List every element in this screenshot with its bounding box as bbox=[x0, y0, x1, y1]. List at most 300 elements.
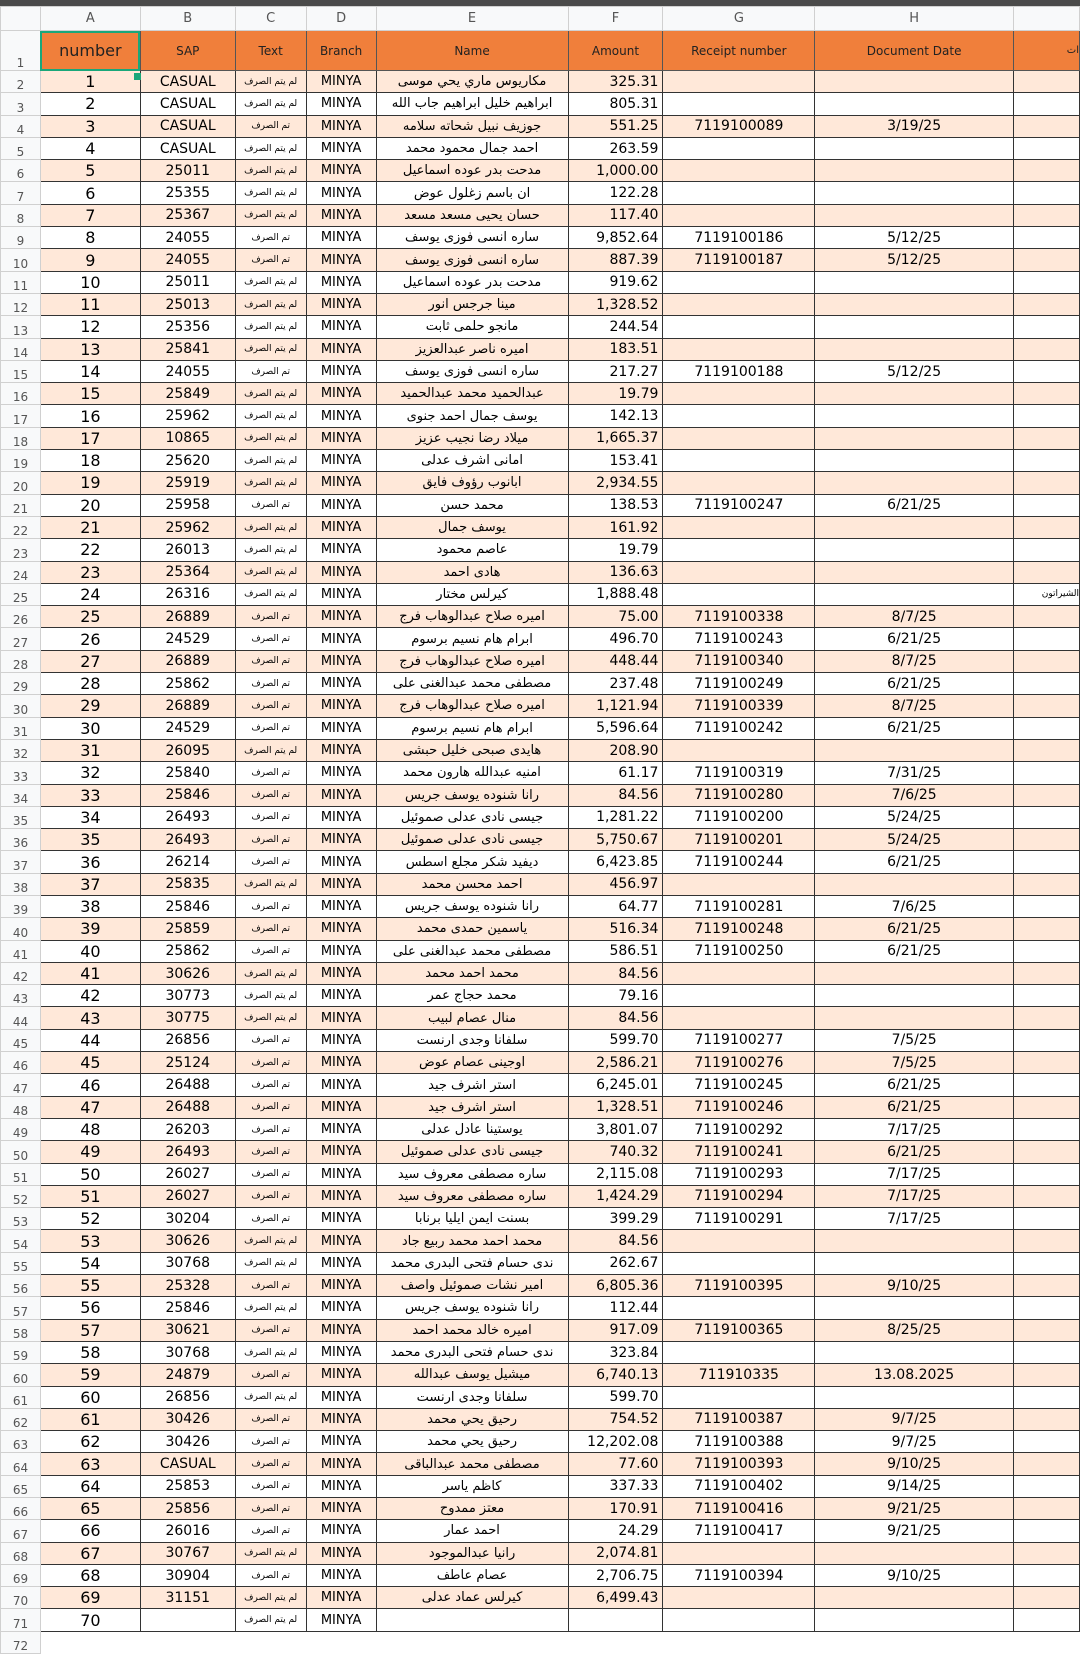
cell-amount[interactable]: 6,805.36 bbox=[568, 1275, 663, 1297]
cell-amount[interactable]: 77.60 bbox=[568, 1453, 663, 1475]
cell-status[interactable]: تم الصرف bbox=[235, 1163, 306, 1185]
cell-name[interactable]: عصام عاطف bbox=[376, 1564, 568, 1586]
cell-name[interactable]: امير نشات صموئيل واصف bbox=[376, 1275, 568, 1297]
cell-date[interactable]: 6/21/25 bbox=[815, 1096, 1014, 1118]
header-branch-cell[interactable]: Branch bbox=[306, 31, 376, 71]
cell-name[interactable]: مانجو حلمى ثابت bbox=[376, 316, 568, 338]
cell-sap[interactable]: 26856 bbox=[140, 1386, 235, 1408]
cell-branch[interactable]: MINYA bbox=[306, 405, 376, 427]
cell-extra[interactable] bbox=[1014, 739, 1080, 761]
cell-extra[interactable] bbox=[1014, 1029, 1080, 1051]
cell-branch[interactable]: MINYA bbox=[306, 695, 376, 717]
row-number[interactable]: 30 bbox=[1, 695, 41, 717]
cell-date[interactable] bbox=[815, 583, 1014, 605]
cell-sap[interactable]: 26488 bbox=[140, 1074, 235, 1096]
cell-amount[interactable]: 917.09 bbox=[568, 1319, 663, 1341]
cell-receipt[interactable] bbox=[663, 160, 815, 182]
cell-extra[interactable] bbox=[1014, 115, 1080, 137]
cell-status[interactable]: لم يتم الصرف bbox=[235, 1587, 306, 1609]
cell-name[interactable]: ساره انسى فوزى يوسف bbox=[376, 360, 568, 382]
cell-status[interactable]: لم يتم الصرف bbox=[235, 204, 306, 226]
row-number[interactable]: 71 bbox=[1, 1609, 41, 1631]
cell-receipt[interactable]: 7119100188 bbox=[663, 360, 815, 382]
cell-receipt[interactable]: 7119100276 bbox=[663, 1052, 815, 1074]
cell-name[interactable]: مصطفى محمد عبدالباقى bbox=[376, 1453, 568, 1475]
row-number[interactable]: 61 bbox=[1, 1386, 41, 1408]
cell-number[interactable]: 29 bbox=[40, 695, 140, 717]
cell-number[interactable]: 60 bbox=[40, 1386, 140, 1408]
row-number[interactable]: 27 bbox=[1, 628, 41, 650]
cell-date[interactable] bbox=[815, 137, 1014, 159]
cell-date[interactable] bbox=[815, 182, 1014, 204]
cell-name[interactable]: ميلاد رضا نجيب عزيز bbox=[376, 427, 568, 449]
cell-number[interactable]: 42 bbox=[40, 985, 140, 1007]
cell-amount[interactable]: 1,281.22 bbox=[568, 806, 663, 828]
cell-branch[interactable]: MINYA bbox=[306, 360, 376, 382]
cell-branch[interactable]: MINYA bbox=[306, 806, 376, 828]
cell-extra[interactable] bbox=[1014, 539, 1080, 561]
cell-branch[interactable]: MINYA bbox=[306, 204, 376, 226]
cell-number[interactable]: 2 bbox=[40, 93, 140, 115]
cell-name[interactable]: رانا شنوده يوسف جريس bbox=[376, 1297, 568, 1319]
row-number[interactable]: 28 bbox=[1, 650, 41, 672]
cell-status[interactable]: تم الصرف bbox=[235, 806, 306, 828]
empty-cell[interactable] bbox=[663, 1631, 815, 1653]
cell-date[interactable] bbox=[815, 962, 1014, 984]
row-number[interactable]: 58 bbox=[1, 1319, 41, 1341]
cell-sap[interactable]: 25364 bbox=[140, 561, 235, 583]
cell-status[interactable]: لم يتم الصرف bbox=[235, 1386, 306, 1408]
cell-extra[interactable] bbox=[1014, 1052, 1080, 1074]
cell-number[interactable]: 46 bbox=[40, 1074, 140, 1096]
cell-sap[interactable]: 30904 bbox=[140, 1564, 235, 1586]
cell-date[interactable]: 3/19/25 bbox=[815, 115, 1014, 137]
row-number[interactable]: 16 bbox=[1, 383, 41, 405]
cell-receipt[interactable] bbox=[663, 1587, 815, 1609]
cell-sap[interactable]: 26316 bbox=[140, 583, 235, 605]
cell-receipt[interactable] bbox=[663, 316, 815, 338]
cell-receipt[interactable]: 7119100402 bbox=[663, 1475, 815, 1497]
cell-date[interactable]: 7/6/25 bbox=[815, 895, 1014, 917]
cell-amount[interactable]: 1,000.00 bbox=[568, 160, 663, 182]
cell-status[interactable]: تم الصرف bbox=[235, 1364, 306, 1386]
empty-cell[interactable] bbox=[1014, 1631, 1080, 1653]
cell-sap[interactable]: 26203 bbox=[140, 1118, 235, 1140]
cell-branch[interactable]: MINYA bbox=[306, 1230, 376, 1252]
cell-branch[interactable]: MINYA bbox=[306, 427, 376, 449]
cell-number[interactable]: 33 bbox=[40, 784, 140, 806]
cell-sap[interactable]: 30767 bbox=[140, 1542, 235, 1564]
cell-branch[interactable]: MINYA bbox=[306, 628, 376, 650]
row-number[interactable]: 26 bbox=[1, 606, 41, 628]
cell-amount[interactable]: 61.17 bbox=[568, 762, 663, 784]
cell-number[interactable]: 6 bbox=[40, 182, 140, 204]
cell-amount[interactable]: 516.34 bbox=[568, 918, 663, 940]
cell-status[interactable]: تم الصرف bbox=[235, 1208, 306, 1230]
cell-extra[interactable] bbox=[1014, 1074, 1080, 1096]
cell-status[interactable]: تم الصرف bbox=[235, 940, 306, 962]
cell-date[interactable]: 7/17/25 bbox=[815, 1208, 1014, 1230]
cell-amount[interactable]: 263.59 bbox=[568, 137, 663, 159]
cell-name[interactable]: مصطفى محمد عبدالغنى على bbox=[376, 940, 568, 962]
cell-branch[interactable]: MINYA bbox=[306, 1542, 376, 1564]
cell-extra[interactable] bbox=[1014, 1520, 1080, 1542]
cell-branch[interactable]: MINYA bbox=[306, 1163, 376, 1185]
cell-branch[interactable]: MINYA bbox=[306, 472, 376, 494]
cell-number[interactable]: 8 bbox=[40, 227, 140, 249]
cell-branch[interactable]: MINYA bbox=[306, 1498, 376, 1520]
cell-date[interactable]: 9/10/25 bbox=[815, 1275, 1014, 1297]
row-number[interactable]: 39 bbox=[1, 895, 41, 917]
cell-amount[interactable]: 1,665.37 bbox=[568, 427, 663, 449]
cell-amount[interactable]: 12,202.08 bbox=[568, 1431, 663, 1453]
row-number[interactable]: 52 bbox=[1, 1185, 41, 1207]
cell-branch[interactable]: MINYA bbox=[306, 829, 376, 851]
column-header-i[interactable] bbox=[1014, 7, 1080, 31]
cell-date[interactable]: 7/5/25 bbox=[815, 1029, 1014, 1051]
cell-extra[interactable] bbox=[1014, 293, 1080, 315]
cell-amount[interactable]: 456.97 bbox=[568, 873, 663, 895]
cell-name[interactable]: احمد محسن محمد bbox=[376, 873, 568, 895]
cell-branch[interactable]: MINYA bbox=[306, 1052, 376, 1074]
cell-sap[interactable]: 30626 bbox=[140, 1230, 235, 1252]
cell-name[interactable]: رانا شنوده يوسف جريس bbox=[376, 895, 568, 917]
cell-number[interactable]: 20 bbox=[40, 494, 140, 516]
cell-date[interactable]: 13.08.2025 bbox=[815, 1364, 1014, 1386]
cell-name[interactable]: امانى اشرف عدلى bbox=[376, 450, 568, 472]
column-header-e[interactable]: E bbox=[376, 7, 568, 31]
cell-amount[interactable]: 19.79 bbox=[568, 539, 663, 561]
row-number[interactable]: 47 bbox=[1, 1074, 41, 1096]
cell-name[interactable]: ابرام هام نسيم برسوم bbox=[376, 717, 568, 739]
row-number[interactable]: 14 bbox=[1, 338, 41, 360]
cell-receipt[interactable] bbox=[663, 1386, 815, 1408]
cell-name[interactable]: جوزيف نبيل شحاته سلامه bbox=[376, 115, 568, 137]
cell-amount[interactable]: 122.28 bbox=[568, 182, 663, 204]
cell-number[interactable]: 51 bbox=[40, 1185, 140, 1207]
column-header-g[interactable]: G bbox=[663, 7, 815, 31]
cell-branch[interactable]: MINYA bbox=[306, 271, 376, 293]
cell-branch[interactable]: MINYA bbox=[306, 1341, 376, 1363]
cell-receipt[interactable]: 7119100242 bbox=[663, 717, 815, 739]
cell-extra[interactable] bbox=[1014, 450, 1080, 472]
cell-name[interactable]: مدحت بدر عوده اسماعيل bbox=[376, 160, 568, 182]
cell-receipt[interactable] bbox=[663, 516, 815, 538]
cell-amount[interactable]: 142.13 bbox=[568, 405, 663, 427]
cell-number[interactable]: 63 bbox=[40, 1453, 140, 1475]
cell-amount[interactable]: 2,934.55 bbox=[568, 472, 663, 494]
column-header-b[interactable]: B bbox=[140, 7, 235, 31]
cell-extra[interactable] bbox=[1014, 1542, 1080, 1564]
cell-extra[interactable] bbox=[1014, 762, 1080, 784]
cell-amount[interactable]: 84.56 bbox=[568, 1230, 663, 1252]
cell-branch[interactable]: MINYA bbox=[306, 739, 376, 761]
cell-name[interactable]: ابانوب رؤوف فايق bbox=[376, 472, 568, 494]
cell-receipt[interactable]: 7119100186 bbox=[663, 227, 815, 249]
cell-sap[interactable]: 25356 bbox=[140, 316, 235, 338]
cell-date[interactable] bbox=[815, 472, 1014, 494]
cell-extra[interactable] bbox=[1014, 204, 1080, 226]
cell-amount[interactable]: 2,586.21 bbox=[568, 1052, 663, 1074]
cell-amount[interactable]: 1,888.48 bbox=[568, 583, 663, 605]
cell-branch[interactable]: MINYA bbox=[306, 1297, 376, 1319]
cell-extra[interactable] bbox=[1014, 338, 1080, 360]
cell-receipt[interactable] bbox=[663, 271, 815, 293]
cell-number[interactable]: 1 bbox=[40, 71, 140, 93]
cell-branch[interactable]: MINYA bbox=[306, 1453, 376, 1475]
cell-name[interactable]: امنيه عبدالله هارون محمد bbox=[376, 762, 568, 784]
cell-receipt[interactable]: 7119100417 bbox=[663, 1520, 815, 1542]
cell-amount[interactable]: 399.29 bbox=[568, 1208, 663, 1230]
cell-receipt[interactable]: 7119100245 bbox=[663, 1074, 815, 1096]
cell-amount[interactable]: 24.29 bbox=[568, 1520, 663, 1542]
cell-status[interactable]: لم يتم الصرف bbox=[235, 293, 306, 315]
row-number[interactable]: 44 bbox=[1, 1007, 41, 1029]
cell-branch[interactable]: MINYA bbox=[306, 762, 376, 784]
cell-date[interactable]: 9/10/25 bbox=[815, 1453, 1014, 1475]
cell-receipt[interactable] bbox=[663, 71, 815, 93]
cell-name[interactable]: هادى احمد bbox=[376, 561, 568, 583]
cell-receipt[interactable]: 7119100294 bbox=[663, 1185, 815, 1207]
cell-extra[interactable] bbox=[1014, 1007, 1080, 1029]
empty-cell[interactable] bbox=[40, 1631, 140, 1653]
row-number[interactable]: 5 bbox=[1, 137, 41, 159]
cell-date[interactable]: 6/21/25 bbox=[815, 1074, 1014, 1096]
cell-date[interactable] bbox=[815, 1007, 1014, 1029]
cell-receipt[interactable]: 7119100247 bbox=[663, 494, 815, 516]
cell-status[interactable]: تم الصرف bbox=[235, 606, 306, 628]
cell-branch[interactable]: MINYA bbox=[306, 338, 376, 360]
cell-number[interactable]: 18 bbox=[40, 450, 140, 472]
cell-receipt[interactable]: 7119100187 bbox=[663, 249, 815, 271]
cell-receipt[interactable]: 7119100244 bbox=[663, 851, 815, 873]
cell-branch[interactable]: MINYA bbox=[306, 606, 376, 628]
cell-branch[interactable]: MINYA bbox=[306, 1408, 376, 1430]
cell-amount[interactable]: 919.62 bbox=[568, 271, 663, 293]
cell-name[interactable]: مدحت بدر عوده اسماعيل bbox=[376, 271, 568, 293]
cell-date[interactable]: 5/12/25 bbox=[815, 360, 1014, 382]
cell-receipt[interactable] bbox=[663, 182, 815, 204]
cell-sap[interactable]: 26095 bbox=[140, 739, 235, 761]
cell-date[interactable]: 6/21/25 bbox=[815, 673, 1014, 695]
column-header-d[interactable]: D bbox=[306, 7, 376, 31]
cell-receipt[interactable] bbox=[663, 472, 815, 494]
cell-sap[interactable]: 30426 bbox=[140, 1408, 235, 1430]
cell-status[interactable]: تم الصرف bbox=[235, 829, 306, 851]
cell-date[interactable] bbox=[815, 271, 1014, 293]
cell-date[interactable] bbox=[815, 204, 1014, 226]
cell-extra[interactable] bbox=[1014, 71, 1080, 93]
cell-receipt[interactable] bbox=[663, 962, 815, 984]
cell-branch[interactable]: MINYA bbox=[306, 851, 376, 873]
row-number[interactable]: 10 bbox=[1, 249, 41, 271]
cell-sap[interactable]: 25840 bbox=[140, 762, 235, 784]
cell-number[interactable]: 54 bbox=[40, 1252, 140, 1274]
cell-date[interactable] bbox=[815, 873, 1014, 895]
cell-number[interactable]: 38 bbox=[40, 895, 140, 917]
cell-amount[interactable]: 1,328.51 bbox=[568, 1096, 663, 1118]
cell-receipt[interactable] bbox=[663, 137, 815, 159]
cell-date[interactable] bbox=[815, 293, 1014, 315]
cell-number[interactable]: 24 bbox=[40, 583, 140, 605]
cell-number[interactable]: 65 bbox=[40, 1498, 140, 1520]
cell-receipt[interactable]: 7119100395 bbox=[663, 1275, 815, 1297]
row-number[interactable]: 40 bbox=[1, 918, 41, 940]
cell-status[interactable]: لم يتم الصرف bbox=[235, 383, 306, 405]
cell-receipt[interactable] bbox=[663, 1609, 815, 1631]
cell-sap[interactable]: 25919 bbox=[140, 472, 235, 494]
cell-name[interactable]: ساره مصطفى معروف سيد bbox=[376, 1185, 568, 1207]
cell-sap[interactable]: 25013 bbox=[140, 293, 235, 315]
cell-receipt[interactable]: 7119100393 bbox=[663, 1453, 815, 1475]
cell-amount[interactable]: 754.52 bbox=[568, 1408, 663, 1430]
cell-number[interactable]: 23 bbox=[40, 561, 140, 583]
cell-sap[interactable]: 25859 bbox=[140, 918, 235, 940]
cell-status[interactable]: لم يتم الصرف bbox=[235, 405, 306, 427]
cell-receipt[interactable]: 7119100277 bbox=[663, 1029, 815, 1051]
cell-date[interactable]: 8/7/25 bbox=[815, 695, 1014, 717]
cell-name[interactable]: هايدى صبحى خليل حبشى bbox=[376, 739, 568, 761]
cell-amount[interactable]: 5,596.64 bbox=[568, 717, 663, 739]
cell-sap[interactable]: 26013 bbox=[140, 539, 235, 561]
cell-sap[interactable]: 25841 bbox=[140, 338, 235, 360]
cell-status[interactable]: لم يتم الصرف bbox=[235, 1252, 306, 1274]
cell-amount[interactable]: 2,706.75 bbox=[568, 1564, 663, 1586]
cell-name[interactable]: احمد جمال محمود محمد bbox=[376, 137, 568, 159]
cell-number[interactable]: 5 bbox=[40, 160, 140, 182]
row-number[interactable]: 22 bbox=[1, 516, 41, 538]
cell-name[interactable]: منال عصام لبيب bbox=[376, 1007, 568, 1029]
row-number[interactable]: 2 bbox=[1, 71, 41, 93]
cell-sap[interactable]: 26889 bbox=[140, 695, 235, 717]
row-number[interactable]: 60 bbox=[1, 1364, 41, 1386]
cell-status[interactable]: تم الصرف bbox=[235, 628, 306, 650]
cell-amount[interactable]: 6,423.85 bbox=[568, 851, 663, 873]
cell-sap[interactable]: 25835 bbox=[140, 873, 235, 895]
cell-date[interactable] bbox=[815, 160, 1014, 182]
cell-receipt[interactable] bbox=[663, 1007, 815, 1029]
cell-sap[interactable]: 26889 bbox=[140, 606, 235, 628]
cell-receipt[interactable]: 7119100246 bbox=[663, 1096, 815, 1118]
cell-receipt[interactable]: 7119100292 bbox=[663, 1118, 815, 1140]
cell-status[interactable]: لم يتم الصرف bbox=[235, 1007, 306, 1029]
cell-receipt[interactable]: 7119100387 bbox=[663, 1408, 815, 1430]
cell-sap[interactable]: 30626 bbox=[140, 962, 235, 984]
cell-receipt[interactable] bbox=[663, 338, 815, 360]
cell-extra[interactable] bbox=[1014, 1118, 1080, 1140]
cell-extra[interactable] bbox=[1014, 1096, 1080, 1118]
cell-branch[interactable]: MINYA bbox=[306, 494, 376, 516]
cell-sap[interactable]: 26889 bbox=[140, 650, 235, 672]
cell-date[interactable]: 5/12/25 bbox=[815, 227, 1014, 249]
cell-amount[interactable]: 2,074.81 bbox=[568, 1542, 663, 1564]
cell-name[interactable]: كاظم ياسر bbox=[376, 1475, 568, 1497]
row-number[interactable]: 25 bbox=[1, 583, 41, 605]
row-number[interactable]: 55 bbox=[1, 1252, 41, 1274]
cell-extra[interactable] bbox=[1014, 1252, 1080, 1274]
cell-status[interactable]: تم الصرف bbox=[235, 115, 306, 137]
cell-branch[interactable]: MINYA bbox=[306, 1564, 376, 1586]
cell-amount[interactable]: 244.54 bbox=[568, 316, 663, 338]
row-number[interactable]: 70 bbox=[1, 1587, 41, 1609]
cell-amount[interactable]: 1,424.29 bbox=[568, 1185, 663, 1207]
cell-extra[interactable] bbox=[1014, 561, 1080, 583]
cell-date[interactable] bbox=[815, 1542, 1014, 1564]
cell-status[interactable]: لم يتم الصرف bbox=[235, 160, 306, 182]
cell-number[interactable]: 4 bbox=[40, 137, 140, 159]
cell-branch[interactable]: MINYA bbox=[306, 1319, 376, 1341]
cell-amount[interactable]: 2,115.08 bbox=[568, 1163, 663, 1185]
cell-extra[interactable] bbox=[1014, 985, 1080, 1007]
cell-sap[interactable]: 30775 bbox=[140, 1007, 235, 1029]
cell-amount[interactable]: 6,245.01 bbox=[568, 1074, 663, 1096]
cell-date[interactable]: 6/21/25 bbox=[815, 494, 1014, 516]
row-number[interactable]: 11 bbox=[1, 271, 41, 293]
cell-status[interactable]: لم يتم الصرف bbox=[235, 739, 306, 761]
cell-receipt[interactable] bbox=[663, 985, 815, 1007]
cell-receipt[interactable] bbox=[663, 427, 815, 449]
cell-sap[interactable]: CASUAL bbox=[140, 137, 235, 159]
cell-amount[interactable]: 161.92 bbox=[568, 516, 663, 538]
cell-name[interactable]: استر اشرف جيد bbox=[376, 1096, 568, 1118]
cell-number[interactable]: 66 bbox=[40, 1520, 140, 1542]
cell-amount[interactable]: 19.79 bbox=[568, 383, 663, 405]
cell-date[interactable]: 7/5/25 bbox=[815, 1052, 1014, 1074]
cell-number[interactable]: 17 bbox=[40, 427, 140, 449]
cell-sap[interactable]: CASUAL bbox=[140, 93, 235, 115]
cell-receipt[interactable] bbox=[663, 561, 815, 583]
cell-date[interactable]: 9/21/25 bbox=[815, 1520, 1014, 1542]
cell-status[interactable]: تم الصرف bbox=[235, 1431, 306, 1453]
cell-branch[interactable]: MINYA bbox=[306, 650, 376, 672]
cell-name[interactable]: محمد احمد محمد bbox=[376, 962, 568, 984]
row-number[interactable]: 31 bbox=[1, 717, 41, 739]
cell-status[interactable]: لم يتم الصرف bbox=[235, 1609, 306, 1631]
cell-branch[interactable]: MINYA bbox=[306, 1386, 376, 1408]
cell-amount[interactable]: 496.70 bbox=[568, 628, 663, 650]
cell-sap[interactable]: 30773 bbox=[140, 985, 235, 1007]
header-name-cell[interactable]: Name bbox=[376, 31, 568, 71]
cell-amount[interactable]: 64.77 bbox=[568, 895, 663, 917]
cell-extra[interactable] bbox=[1014, 895, 1080, 917]
cell-status[interactable]: تم الصرف bbox=[235, 360, 306, 382]
cell-number[interactable]: 64 bbox=[40, 1475, 140, 1497]
cell-status[interactable]: لم يتم الصرف bbox=[235, 539, 306, 561]
cell-branch[interactable]: MINYA bbox=[306, 873, 376, 895]
cell-branch[interactable]: MINYA bbox=[306, 1475, 376, 1497]
cell-status[interactable]: تم الصرف bbox=[235, 1185, 306, 1207]
row-number[interactable]: 21 bbox=[1, 494, 41, 516]
cell-date[interactable]: 6/21/25 bbox=[815, 628, 1014, 650]
cell-receipt[interactable]: 7119100293 bbox=[663, 1163, 815, 1185]
cell-extra[interactable] bbox=[1014, 873, 1080, 895]
cell-branch[interactable]: MINYA bbox=[306, 1096, 376, 1118]
row-number[interactable]: 12 bbox=[1, 293, 41, 315]
cell-extra[interactable] bbox=[1014, 360, 1080, 382]
cell-extra[interactable] bbox=[1014, 1163, 1080, 1185]
cell-name[interactable]: رانا شنوده يوسف جريس bbox=[376, 784, 568, 806]
cell-name[interactable]: ديفيد شكر مجلع اسطس bbox=[376, 851, 568, 873]
cell-extra[interactable] bbox=[1014, 806, 1080, 828]
cell-status[interactable]: لم يتم الصرف bbox=[235, 137, 306, 159]
cell-status[interactable]: تم الصرف bbox=[235, 1096, 306, 1118]
row-number[interactable]: 41 bbox=[1, 940, 41, 962]
cell-date[interactable]: 6/21/25 bbox=[815, 851, 1014, 873]
cell-date[interactable] bbox=[815, 405, 1014, 427]
cell-sap[interactable]: 25124 bbox=[140, 1052, 235, 1074]
cell-number[interactable]: 7 bbox=[40, 204, 140, 226]
cell-receipt[interactable]: 7119100338 bbox=[663, 606, 815, 628]
